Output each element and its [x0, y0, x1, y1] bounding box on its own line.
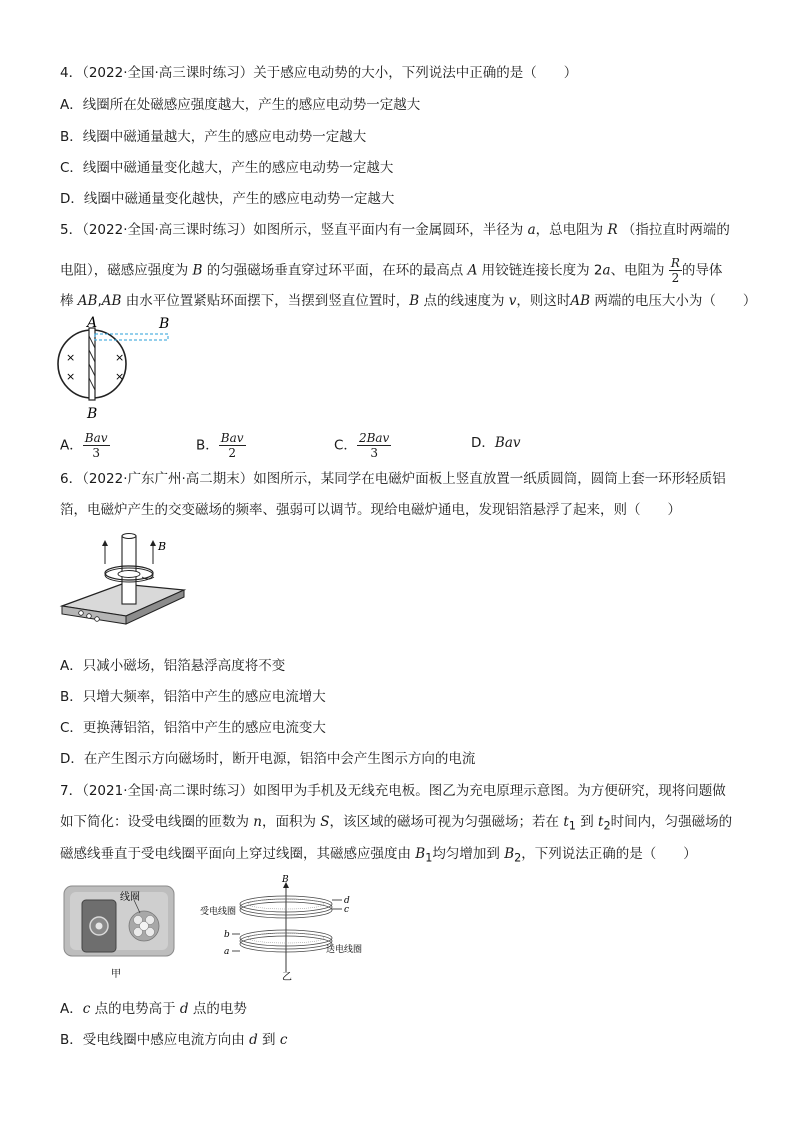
svg-text:送电线圈: 送电线圈 [326, 945, 363, 955]
q5-stem-line3: 棒 AB,AB 由水平位置紧贴环面摆下，当摆到竖直位置时，B 点的线速度为 v，则这时AB 两端的电压大小为（ ） [60, 293, 757, 309]
q6-option-c: C．更换薄铝箔，铝箔中产生的感应电流变大 [60, 720, 326, 736]
q6-cooker-figure [60, 530, 190, 640]
svg-text:×: × [115, 351, 125, 364]
svg-text:线圈: 线圈 [120, 892, 140, 903]
q4-stem: 4．（2022·全国·高三课时练习）关于感应电动势的大小，下列说法中正确的是（ ） [60, 65, 578, 81]
q6-stem-line1: 6．（2022·广东广州·高二期末）如图所示，某同学在电磁炉面板上竖直放置一纸质圆筒，圆筒上套一环形轻质铝 [60, 471, 726, 487]
q4-option-c: C．线圈中磁通量变化越大，产生的感应电动势一定越大 [60, 160, 394, 176]
svg-text:乙: 乙 [282, 972, 292, 983]
svg-text:A: A [87, 315, 98, 331]
svg-text:b: b [224, 930, 230, 940]
svg-text:c: c [344, 905, 350, 915]
q5-option-a: A． $\frac{\text{Bav}}{3}$ [60, 431, 108, 460]
q7-stem-line3: 磁感线垂直于受电线圈平面向上穿过线圈，其磁感应强度由 $B_1$均匀增加到 $B_2$，下列说法正确的是（ ） [60, 846, 697, 865]
q5-fraction-r-over-2: $\frac{R}{2}$ [670, 256, 680, 285]
q5-stem-line2: 电阻），磁感应强度为 B 的匀强磁场垂直穿过环平面，在环的最高点 A 用铰链连接长度为 2a、电阻为 $\frac{R}{2}$ 的导体 [60, 256, 723, 285]
svg-text:B: B [158, 540, 167, 553]
q6-stem-line2: 箔，电磁炉产生的交变磁场的频率、强弱可以调节。现给电磁炉通电，发现铝箔悬浮了起来，则（ ） [60, 502, 681, 518]
q5-option-d: D．Bav [471, 435, 521, 451]
svg-text:B: B [87, 406, 98, 422]
q7-stem-line1: 7．（2021·全国·高二课时练习）如图甲为手机及无线充电板。图乙为充电原理示意图。为方便研究，现将问题做 [60, 783, 726, 799]
q5-option-c: C． $\frac{\text{2Bav}}{3}$ [334, 431, 390, 460]
svg-text:甲: 甲 [111, 969, 121, 980]
svg-text:d: d [344, 896, 350, 906]
q6-option-a: A．只减小磁场，铝箔悬浮高度将不变 [60, 658, 286, 674]
svg-text:×: × [66, 370, 76, 383]
q5-option-b: B． $\frac{\text{Bav}}{2}$ [196, 431, 244, 460]
q4-option-a: A．线圈所在处磁感应强度越大，产生的感应电动势一定越大 [60, 97, 421, 113]
q6-option-d: D．在产生图示方向磁场时，断开电源，铝箔中会产生图示方向的电流 [60, 751, 476, 767]
q7-phone-pad-figure [62, 884, 178, 982]
q7-option-a: A．c 点的电势高于 d 点的电势 [60, 1001, 247, 1017]
q4-option-d: D．线圈中磁通量变化越快，产生的感应电动势一定越大 [60, 191, 395, 207]
svg-text:×: × [66, 351, 76, 364]
q7-stem-line2: 如下简化：设受电线圈的匝数为 n，面积为 S，该区域的磁场可视为匀强磁场；若在 $t_1$ 到 $t_2$时间内，匀强磁场的 [60, 814, 733, 833]
svg-text:B: B [159, 316, 170, 332]
q4-option-b: B．线圈中磁通量越大，产生的感应电动势一定越大 [60, 129, 367, 145]
q5-ring-figure [52, 314, 182, 424]
q7-option-b: B．受电线圈中感应电流方向由 d 到 c [60, 1032, 288, 1048]
svg-text:B: B [282, 875, 289, 885]
q7-coil-schematic-figure [196, 876, 406, 982]
q6-option-b: B．只增大频率，铝箔中产生的感应电流增大 [60, 689, 326, 705]
svg-text:a: a [224, 947, 230, 957]
q5-stem-line1: 5．（2022·全国·高三课时练习）如图所示，竖直平面内有一金属圆环，半径为 a，总电阻为 R （指拉直时两端的 [60, 222, 730, 238]
svg-text:×: × [115, 370, 125, 383]
svg-text:受电线圈: 受电线圈 [200, 907, 237, 917]
